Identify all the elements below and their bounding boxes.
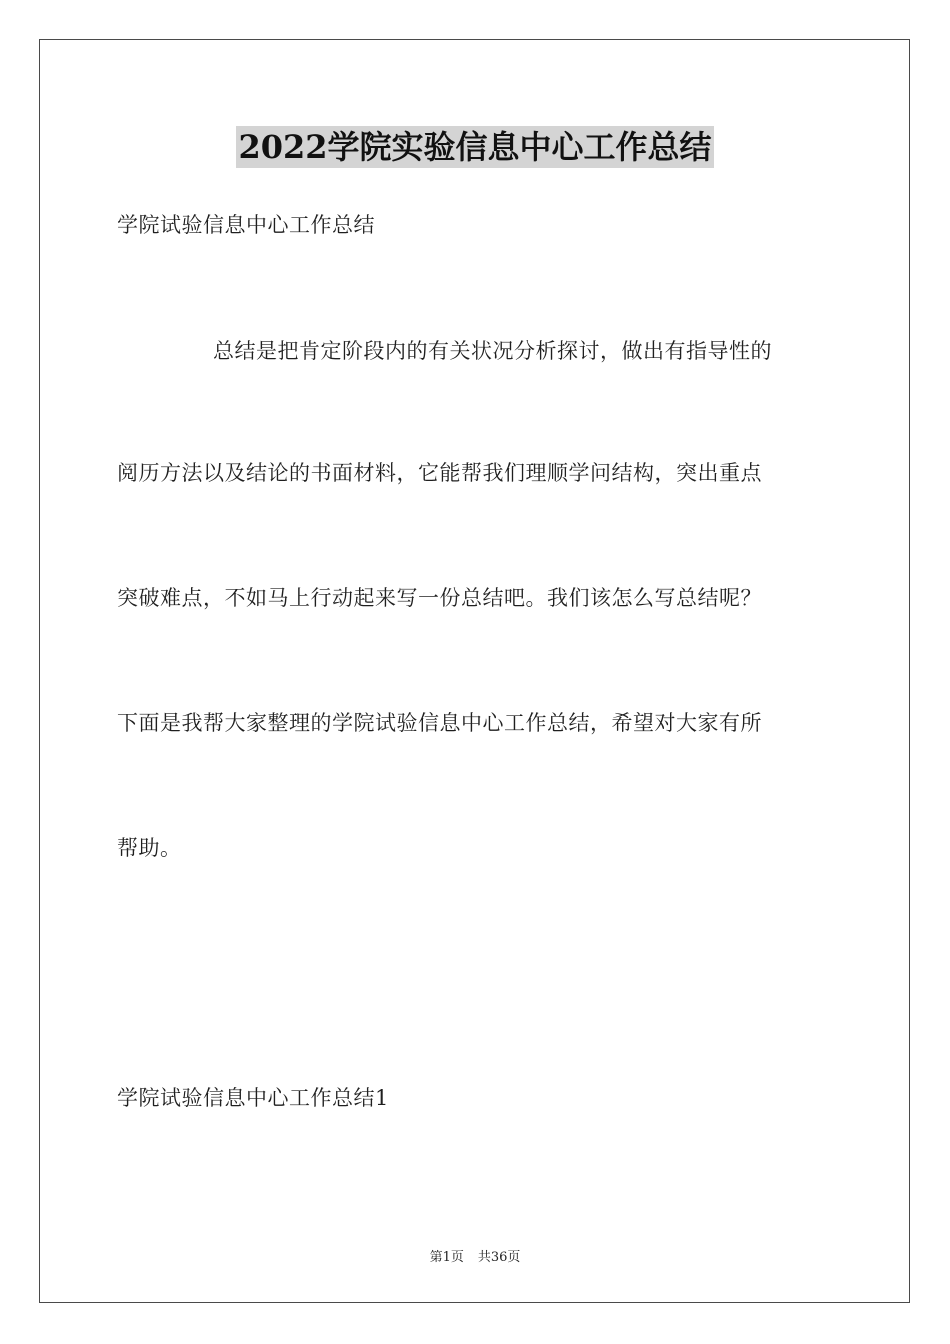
- paragraph-line-1: 总结是把肯定阶段内的有关状况分析探讨，做出有指导性的: [213, 339, 772, 363]
- document-subtitle: 学院试验信息中心工作总结: [117, 213, 375, 237]
- paragraph-line-4: 下面是我帮大家整理的学院试验信息中心工作总结，希望对大家有所: [117, 711, 762, 735]
- document-title: 2022学院实验信息中心工作总结: [238, 128, 712, 166]
- paragraph-line-2: 阅历方法以及结论的书面材料，它能帮我们理顺学问结构，突出重点: [117, 461, 762, 485]
- paragraph-line-5: 帮助。: [117, 836, 182, 860]
- section-heading: 学院试验信息中心工作总结1: [117, 1086, 389, 1110]
- paragraph-line-3: 突破难点，不如马上行动起来写一份总结吧。我们该怎么写总结呢？: [117, 586, 762, 610]
- page-number-current: 第1页: [429, 1250, 464, 1265]
- title-container: [0, 126, 950, 168]
- page-footer: [0, 1250, 950, 1266]
- page-number-total: 共36页: [477, 1250, 521, 1265]
